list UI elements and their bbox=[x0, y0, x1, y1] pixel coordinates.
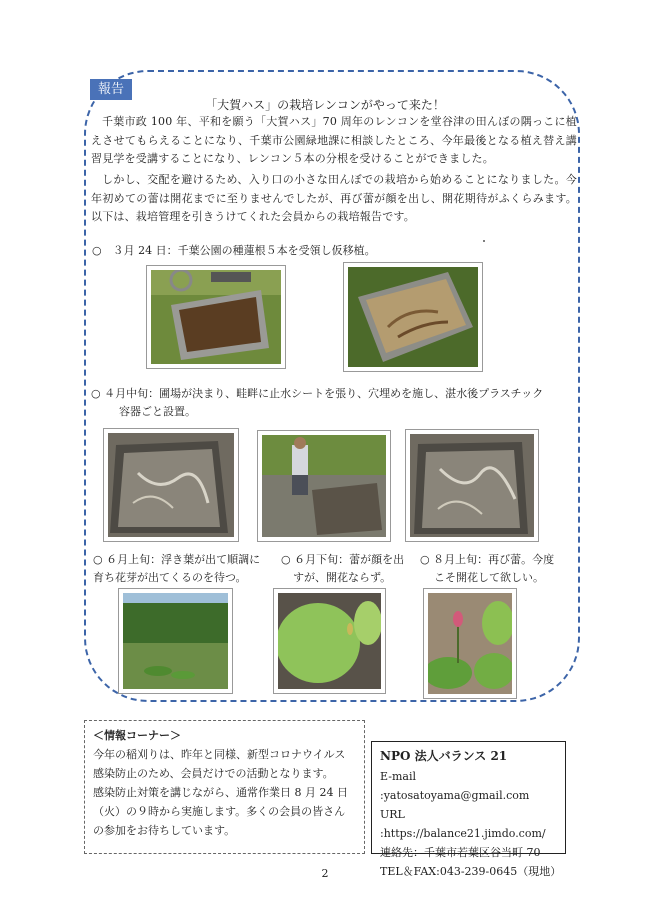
entry-august-line-1: ○ ８月上旬：再び蕾。今度 bbox=[420, 553, 555, 566]
info-line-1: 今年の稲刈りは、昨年と同様、新型コロナウイルス bbox=[93, 748, 346, 761]
photo-april-container-2 bbox=[405, 429, 539, 542]
photo-august-lotus-bud-image bbox=[428, 593, 512, 694]
info-corner bbox=[84, 720, 365, 854]
info-line-2: 感染防止のため、会員だけでの活動となります。 bbox=[93, 767, 334, 780]
info-line-4: （火）の９時から実施します。多くの会員の皆さん bbox=[93, 805, 346, 818]
info-header: ＜情報コーナー＞ bbox=[93, 729, 181, 742]
entry-april-line-1: ○ ４月中旬：圃場が決まり、畦畔に止水シートを張り、穴埋めを施し、湛水後プラスチック bbox=[91, 387, 544, 400]
npo-address: 連絡先：千葉市若葉区谷当町 70 bbox=[380, 846, 541, 859]
entry-march bbox=[92, 242, 376, 260]
npo-tel: TEL＆FAX:043-239-0645（現地） bbox=[380, 865, 562, 878]
npo-org-name: NPO 法人バランス 21 bbox=[380, 749, 508, 763]
photo-april-container-1-image bbox=[108, 433, 234, 537]
report-paragraph-2: しかし、交配を避けるため、入り口の小さな田んぼでの栽培から始めることになりました。今年初めての蕾は開花までに至りませんでしたが、再び蕾が顔を出し、開花期待がふくらみます。以下は、栽培管理を引きうけてくれた会員からの栽培報告です。 bbox=[91, 173, 577, 223]
photo-march-tub-soil bbox=[146, 265, 286, 369]
entry-march-line-1: ○ ３月 24 日：千葉公園の種蓮根５本を受領し仮移植。 bbox=[92, 244, 376, 257]
entry-august-line-2: こそ開花して欲しい。 bbox=[434, 570, 544, 584]
report-paragraph-1: 千葉市政 100 年、平和を願う「大賀ハス」70 周年のレンコンを堂谷津の田んぼの隅っこに植えさせてもらえることになり、千葉市公園緑地課に相談したところ、今年最後となる植え替え講習見学を受講することになり、レンコン５本の分根を受けることができました。 bbox=[91, 115, 577, 165]
npo-email[interactable]: E-mail :yatosatoyama@gmail.com bbox=[380, 770, 530, 802]
photo-april-container-2-image bbox=[410, 434, 534, 537]
photo-march-tub-rhizomes-image bbox=[348, 267, 478, 367]
npo-url[interactable]: URL :https://balance21.jimdo.com/ bbox=[380, 808, 546, 840]
info-line-3: 感染防止対策を講じながら、通常作業日 8 月 24 日 bbox=[93, 786, 348, 799]
photo-april-worker-setup-image bbox=[262, 435, 386, 537]
photo-june-lotus-bud-image bbox=[278, 593, 381, 689]
photo-march-tub-soil-image bbox=[151, 270, 281, 364]
photo-june-floating-leaves bbox=[118, 588, 233, 694]
report-tag: 報告 bbox=[90, 79, 132, 100]
entry-june-early-line-1: ○ ６月上旬：浮き葉が出て順調に bbox=[93, 553, 261, 566]
entry-june-late-line-2: すが、開花ならず。 bbox=[293, 570, 392, 584]
entry-june-early-line-2: 育ち花芽が出てくるのを待つ。 bbox=[93, 570, 247, 584]
entry-june-late bbox=[281, 551, 404, 586]
stray-dot bbox=[483, 240, 485, 242]
entry-august bbox=[420, 551, 554, 586]
info-line-5: の参加をお待ちしています。 bbox=[93, 824, 236, 837]
photo-april-container-1 bbox=[103, 428, 239, 542]
entry-june-early bbox=[93, 551, 260, 586]
photo-june-lotus-bud bbox=[273, 588, 386, 694]
npo-contact-box bbox=[371, 741, 566, 878]
entry-june-late-line-1: ○ ６月下旬：蕾が顔を出 bbox=[281, 553, 405, 566]
page-number: 2 bbox=[321, 867, 329, 880]
photo-june-floating-leaves-image bbox=[123, 593, 228, 689]
photo-march-tub-rhizomes bbox=[343, 262, 483, 372]
entry-april-line-2: 容器ごと設置。 bbox=[119, 404, 196, 418]
report-title: 「大賀ハス」の栽培レンコンがやって来た！ bbox=[205, 98, 445, 112]
photo-april-worker-setup bbox=[257, 430, 391, 542]
entry-april bbox=[91, 385, 543, 420]
photo-august-lotus-bud bbox=[423, 588, 517, 699]
